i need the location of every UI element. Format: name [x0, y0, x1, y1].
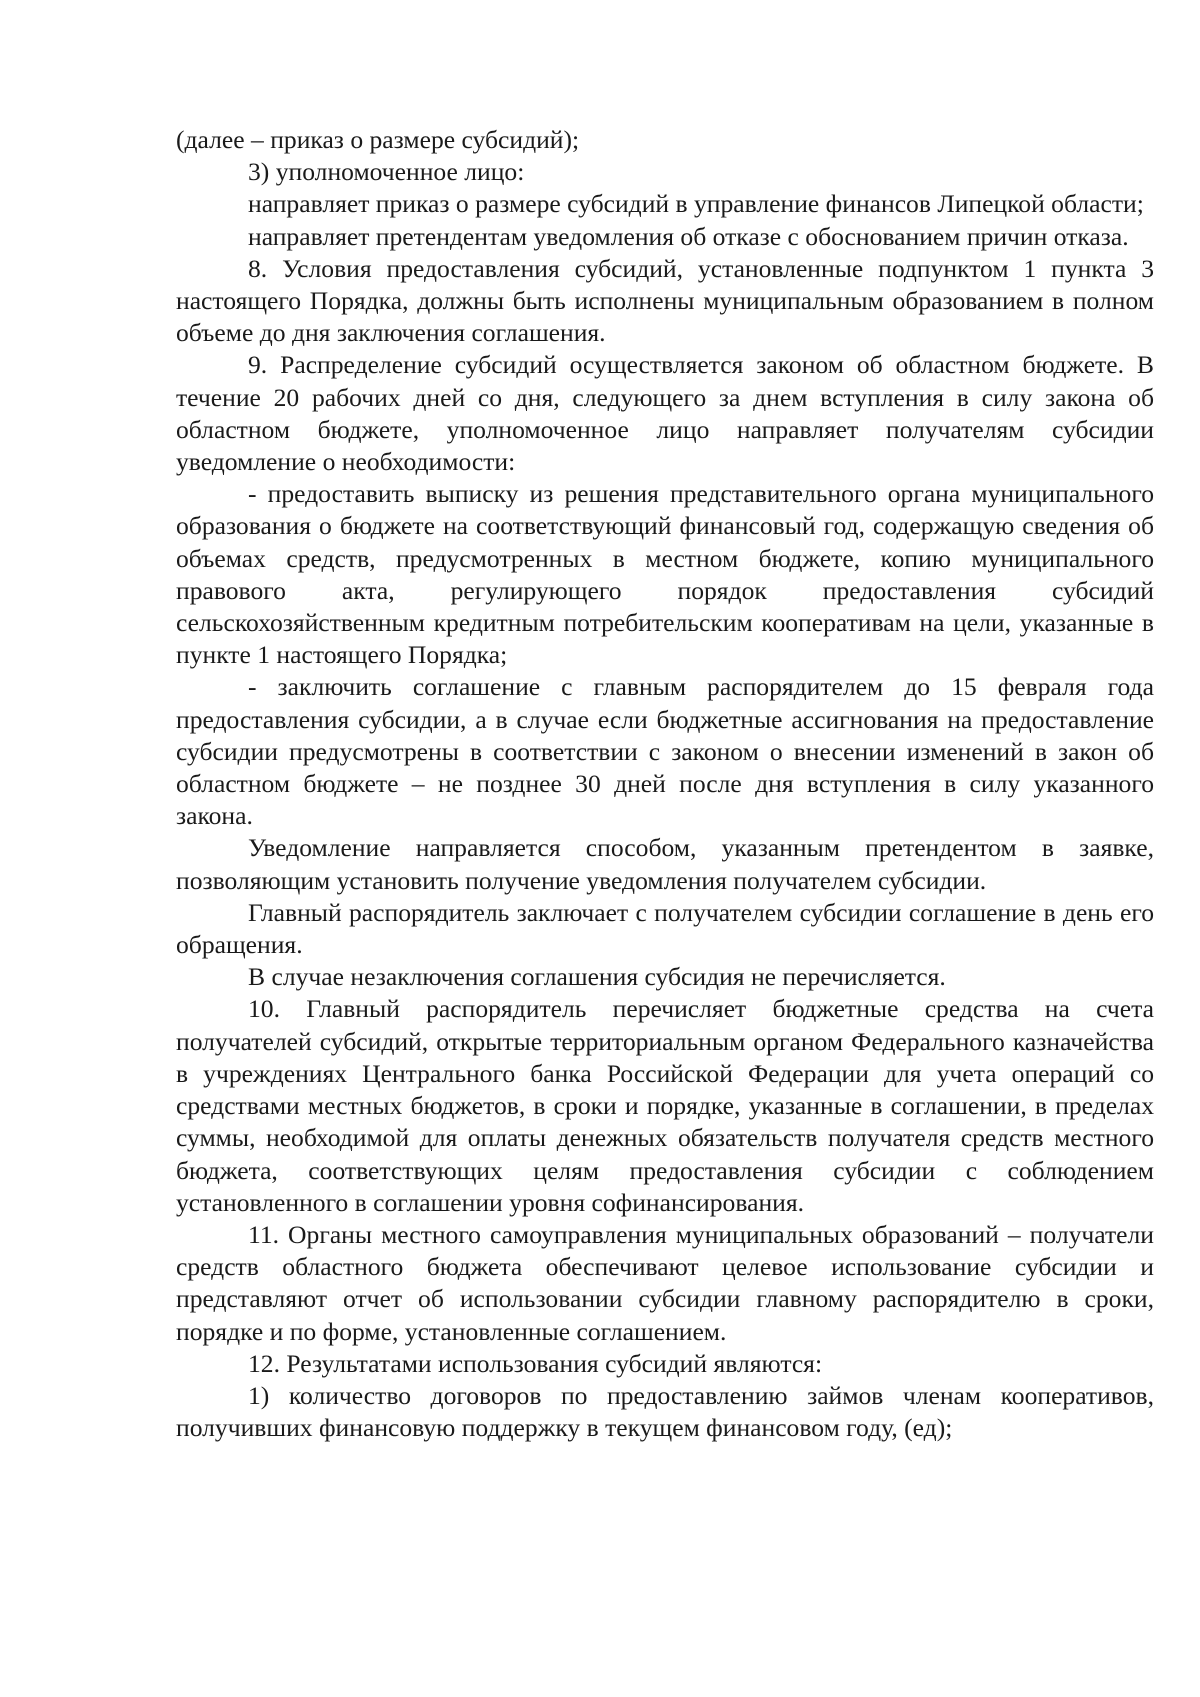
paragraph-item-3: 3) уполномоченное лицо:	[248, 157, 525, 187]
paragraph-continuation: (далее – приказ о размере субсидий);	[176, 125, 580, 154]
paragraph-bullet-agreement: - заключить соглашение с главным распорядителем до 15 февраля года предоставления субсидии, а в случае если бюджетные ассигнования на предоставление субсидии предусмотрены в соответствии с законом о внесении изменений в закон об областном бюджете – не позднее 30 дней после дня вступления в силу указанного закона.	[176, 672, 1154, 831]
paragraph-finance-order: направляет приказ о размере субсидий в управление финансов Липецкой области;	[248, 189, 1144, 219]
paragraph-clause-9: 9. Распределение субсидий осуществляется законом об областном бюджете. В течение 20 рабочих дней со дня, следующего за днем вступления в силу закона об областном бюджете, уполномоченное лицо направляет получателям субсидии уведомление о необходимости:	[176, 350, 1154, 477]
paragraph-refusal-notice: направляет претендентам уведомления об отказе с обоснованием причин отказа.	[248, 221, 1129, 251]
paragraph-agreement-day: Главный распорядитель заключает с получателем субсидии соглашение в день его обращения.	[176, 897, 1154, 960]
paragraph-result-1: 1) количество договоров по предоставлению займов членам кооперативов, получивших финансовую поддержку в текущем финансовом году, (ед);	[176, 1380, 1154, 1443]
document-body	[176, 124, 1154, 1444]
paragraph-clause-11: 11. Органы местного самоуправления муниципальных образований – получатели средств областного бюджета обеспечивают целевое использование субсидии и представляют отчет об использовании субсидии главному распорядителю в сроки, порядке и по форме, установленные соглашением.	[176, 1219, 1154, 1346]
paragraph-clause-12: 12. Результатами использования субсидий являются:	[248, 1348, 823, 1378]
paragraph-no-agreement: В случае незаключения соглашения субсидия не перечисляется.	[248, 962, 946, 992]
paragraph-clause-8: 8. Условия предоставления субсидий, установленные подпунктом 1 пункта 3 настоящего Порядка, должны быть исполнены муниципальным образованием в полном объеме до дня заключения соглашения.	[176, 253, 1154, 348]
paragraph-notice-method: Уведомление направляется способом, указанным претендентом в заявке, позволяющим установить получение уведомления получателем субсидии.	[176, 833, 1154, 895]
paragraph-clause-10: 10. Главный распорядитель перечисляет бюджетные средства на счета получателей субсидий, открытые территориальным органом Федерального казначейства в учреждениях Центрального банка Российской Федерации для учета операций со средствами местных бюджетов, в сроки и порядке, указанные в соглашении, в пределах суммы, необходимой для оплаты денежных обязательств получателя средств местного бюджета, соответствующих целям предоставления субсидии с соблюдением установленного в соглашении уровня софинансирования.	[176, 994, 1154, 1217]
paragraph-bullet-extract: - предоставить выписку из решения представительного органа муниципального образования о бюджете на соответствующий финансовый год, содержащую сведения об объемах средств, предусмотренных в местном бюджете, копию муниципального правового акта, регулирующего порядок предоставления субсидий сельскохозяйственным кредитным потребительским кооперативам на цели, указанные в пункте 1 настоящего Порядка;	[176, 479, 1154, 670]
